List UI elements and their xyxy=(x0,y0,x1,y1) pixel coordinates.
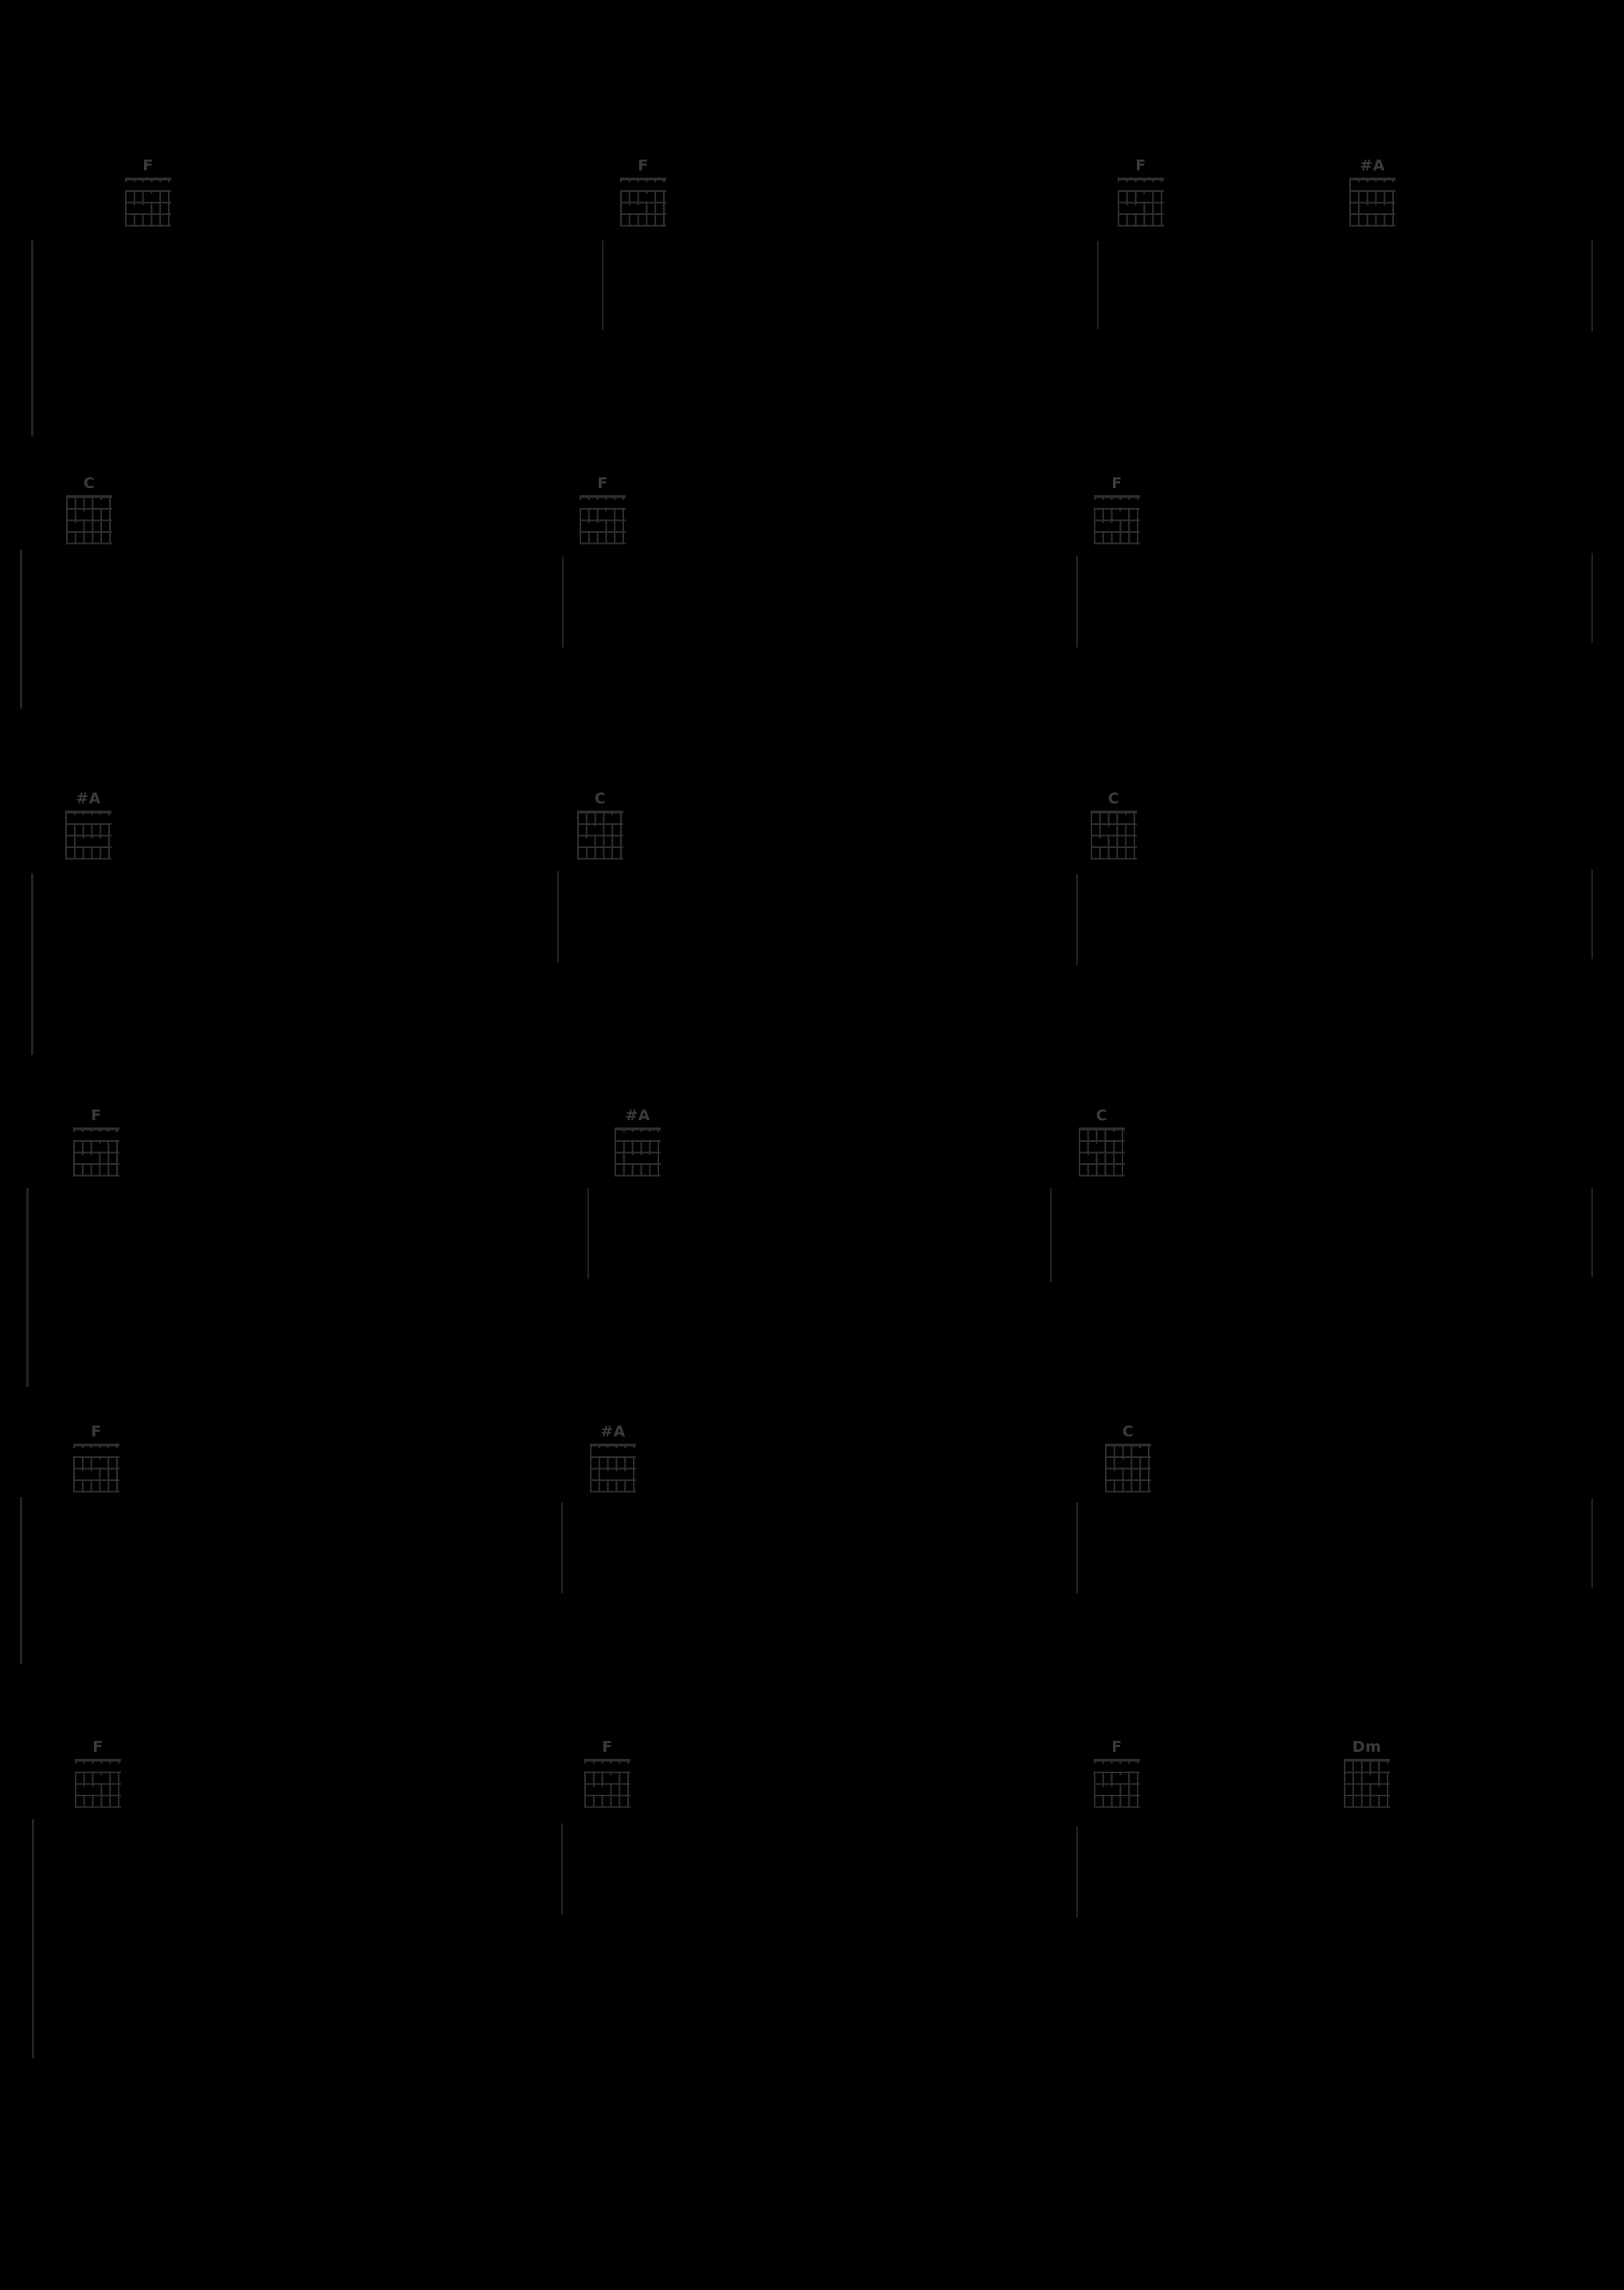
chord-diagram xyxy=(620,157,666,229)
chord-grid xyxy=(1079,1127,1125,1178)
finger-dot xyxy=(595,1448,603,1456)
finger-dot xyxy=(607,1764,615,1772)
finger-dot xyxy=(1099,1764,1107,1772)
finger-dot xyxy=(1380,182,1388,190)
barline xyxy=(1076,556,1078,647)
barline xyxy=(32,1819,34,2058)
finger-dot xyxy=(646,1132,654,1140)
finger-dot xyxy=(1094,500,1099,508)
finger-dot xyxy=(1366,1775,1374,1783)
finger-dot xyxy=(1108,1764,1116,1772)
finger-dot xyxy=(113,1132,119,1140)
finger-dot xyxy=(80,838,88,846)
finger-dot xyxy=(165,182,171,190)
finger-dot xyxy=(1132,205,1140,213)
finger-dot xyxy=(599,1764,607,1772)
chord-label: #A xyxy=(600,1423,626,1440)
finger-dot xyxy=(131,182,139,190)
chord-diagram xyxy=(65,790,111,862)
finger-dot xyxy=(71,815,79,823)
barline xyxy=(26,1188,29,1387)
finger-dot xyxy=(1110,1132,1118,1140)
finger-dot xyxy=(1094,1764,1099,1772)
chord-label: F xyxy=(1111,475,1122,492)
chord-diagram xyxy=(584,1738,630,1810)
finger-dot xyxy=(88,815,96,823)
finger-dot xyxy=(156,182,164,190)
finger-dot xyxy=(89,1764,97,1772)
chord-grid xyxy=(620,178,666,229)
finger-dot xyxy=(115,1764,121,1772)
chord-label: F xyxy=(602,1738,613,1756)
finger-dot xyxy=(1375,1787,1383,1795)
finger-dot xyxy=(599,1787,607,1795)
chord-diagram xyxy=(580,475,626,546)
finger-dot xyxy=(139,205,147,213)
finger-dot xyxy=(96,1460,103,1467)
barline xyxy=(20,1497,22,1664)
finger-dot xyxy=(1123,182,1131,190)
finger-dot xyxy=(1108,523,1116,531)
finger-dot xyxy=(654,1132,661,1140)
finger-dot xyxy=(590,1787,598,1795)
finger-dot xyxy=(642,193,650,201)
chord-label: C xyxy=(594,790,607,807)
finger-dot xyxy=(104,1448,112,1456)
finger-dot xyxy=(139,182,147,190)
chord-grid xyxy=(615,1127,661,1178)
finger-dot xyxy=(1364,182,1372,190)
finger-dot xyxy=(79,1471,87,1479)
finger-dot xyxy=(590,1764,598,1772)
finger-dot xyxy=(626,205,634,213)
finger-dot xyxy=(612,1471,620,1479)
barline xyxy=(562,557,564,647)
finger-dot xyxy=(1134,1764,1140,1772)
chord-grid xyxy=(1091,811,1137,862)
chord-grid xyxy=(1105,1444,1151,1495)
chord-grid xyxy=(584,1759,630,1810)
finger-dot xyxy=(97,500,105,508)
finger-dot xyxy=(583,838,591,846)
finger-dot xyxy=(1108,1787,1116,1795)
finger-dot xyxy=(629,1132,637,1140)
chord-label: C xyxy=(1122,1423,1134,1440)
chord-diagram xyxy=(1094,1738,1140,1810)
finger-dot xyxy=(634,182,642,190)
barline xyxy=(1076,1503,1078,1593)
barline xyxy=(1591,1499,1593,1588)
chord-label: #A xyxy=(76,790,101,807)
finger-dot xyxy=(97,1775,105,1783)
barline xyxy=(31,240,33,436)
finger-dot xyxy=(1157,182,1164,190)
finger-dot xyxy=(1099,1787,1107,1795)
chord-label: F xyxy=(91,1423,102,1440)
finger-dot xyxy=(1099,500,1107,508)
finger-dot xyxy=(604,1471,612,1479)
finger-dot xyxy=(591,827,599,834)
finger-dot xyxy=(1111,1471,1118,1479)
barline xyxy=(602,240,603,330)
finger-dot xyxy=(630,1448,636,1456)
finger-dot xyxy=(88,1132,96,1140)
chord-label: C xyxy=(83,475,96,492)
finger-dot xyxy=(620,182,625,190)
finger-dot xyxy=(89,1787,97,1795)
finger-dot xyxy=(637,1132,645,1140)
chord-grid xyxy=(73,1127,119,1178)
chord-diagram xyxy=(1344,1738,1390,1810)
chord-label: C xyxy=(1095,1107,1108,1124)
finger-dot xyxy=(615,1764,623,1772)
finger-dot xyxy=(147,193,155,201)
chord-diagram xyxy=(1094,475,1140,546)
finger-dot xyxy=(611,500,619,508)
finger-dot xyxy=(1119,1460,1127,1467)
chord-grid xyxy=(65,811,111,862)
finger-dot xyxy=(106,1764,114,1772)
finger-dot xyxy=(594,500,602,508)
chord-grid xyxy=(66,495,112,546)
barline xyxy=(561,1823,563,1914)
finger-dot xyxy=(1384,1764,1390,1772)
finger-dot xyxy=(1108,500,1116,508)
finger-dot xyxy=(72,523,80,531)
finger-dot xyxy=(88,1448,96,1456)
finger-dot xyxy=(88,1471,96,1479)
chord-grid xyxy=(1349,178,1396,229)
finger-dot xyxy=(80,815,88,823)
chord-diagram xyxy=(1091,790,1137,862)
finger-dot xyxy=(88,838,96,846)
finger-dot xyxy=(1389,182,1396,190)
finger-dot xyxy=(1116,500,1124,508)
barline xyxy=(1591,240,1593,331)
barline xyxy=(1591,1188,1593,1277)
finger-dot xyxy=(1364,205,1372,213)
finger-dot xyxy=(1116,511,1124,519)
finger-dot xyxy=(1140,182,1148,190)
finger-dot xyxy=(585,500,593,508)
chord-diagram xyxy=(125,157,171,229)
barline xyxy=(31,873,33,1055)
finger-dot xyxy=(79,1155,87,1163)
finger-dot xyxy=(585,523,593,531)
chord-diagram xyxy=(75,1738,121,1810)
chord-diagram xyxy=(66,475,112,546)
finger-dot xyxy=(1105,827,1113,834)
barline xyxy=(561,1503,563,1593)
finger-dot xyxy=(1380,205,1388,213)
finger-dot xyxy=(629,1155,637,1163)
finger-dot xyxy=(594,523,602,531)
finger-dot xyxy=(612,1448,620,1456)
finger-dot xyxy=(637,1155,645,1163)
finger-dot xyxy=(1093,1143,1101,1151)
barline xyxy=(557,871,559,962)
finger-dot xyxy=(1136,1448,1144,1456)
chord-label: C xyxy=(1107,790,1120,807)
chord-grid xyxy=(1094,1759,1140,1810)
finger-dot xyxy=(105,815,111,823)
chord-grid xyxy=(75,1759,121,1810)
finger-dot xyxy=(642,182,650,190)
finger-dot xyxy=(1122,815,1130,823)
barline xyxy=(1050,1188,1052,1282)
finger-dot xyxy=(96,838,104,846)
chord-label: F xyxy=(597,475,608,492)
finger-dot xyxy=(620,1132,628,1140)
finger-dot xyxy=(1125,500,1133,508)
chord-diagram xyxy=(1079,1107,1125,1178)
barline xyxy=(1591,869,1593,959)
finger-dot xyxy=(79,1448,87,1456)
chord-label: F xyxy=(1111,1738,1122,1756)
chord-grid xyxy=(1094,495,1140,546)
finger-dot xyxy=(660,182,666,190)
chord-grid xyxy=(580,495,626,546)
chord-label: Dm xyxy=(1352,1738,1382,1756)
finger-dot xyxy=(602,511,610,519)
finger-dot xyxy=(1149,182,1157,190)
chord-diagram xyxy=(73,1107,119,1178)
chord-label: F xyxy=(638,157,649,174)
finger-dot xyxy=(634,205,642,213)
chord-label: F xyxy=(91,1107,102,1124)
barline xyxy=(1076,874,1078,965)
chord-grid xyxy=(577,811,623,862)
finger-dot xyxy=(96,1448,103,1456)
chord-diagram xyxy=(73,1423,119,1495)
finger-dot xyxy=(1355,182,1363,190)
finger-dot xyxy=(113,1448,119,1456)
chord-grid xyxy=(125,178,171,229)
finger-dot xyxy=(96,815,104,823)
finger-dot xyxy=(584,1764,589,1772)
finger-dot xyxy=(80,1787,88,1795)
finger-dot xyxy=(1125,1764,1133,1772)
finger-dot xyxy=(1132,182,1140,190)
finger-dot xyxy=(621,1448,629,1456)
finger-dot xyxy=(1096,838,1104,846)
finger-dot xyxy=(1116,1764,1124,1772)
finger-dot xyxy=(147,182,155,190)
finger-dot xyxy=(88,1155,96,1163)
chord-grid xyxy=(1118,178,1164,229)
chord-diagram xyxy=(1105,1423,1151,1495)
chord-label: #A xyxy=(625,1107,650,1124)
finger-dot xyxy=(96,1132,103,1140)
barline xyxy=(20,549,22,709)
chord-diagram xyxy=(590,1423,636,1495)
finger-dot xyxy=(104,1132,112,1140)
chord-label: #A xyxy=(1360,157,1385,174)
barline xyxy=(588,1188,589,1279)
finger-dot xyxy=(1099,523,1107,531)
finger-dot xyxy=(80,511,88,519)
finger-dot xyxy=(73,1448,78,1456)
finger-dot xyxy=(1118,182,1122,190)
chord-label: F xyxy=(1135,157,1146,174)
finger-dot xyxy=(646,1155,654,1163)
finger-dot xyxy=(79,1132,87,1140)
barline xyxy=(1076,1827,1078,1917)
finger-dot xyxy=(131,205,139,213)
barline xyxy=(1591,553,1593,643)
chord-grid xyxy=(1344,1759,1390,1810)
finger-dot xyxy=(624,1764,630,1772)
finger-dot xyxy=(1372,182,1380,190)
chord-label: F xyxy=(142,157,154,174)
finger-dot xyxy=(1123,205,1131,213)
finger-dot xyxy=(604,1448,612,1456)
finger-dot xyxy=(75,1764,80,1772)
finger-dot xyxy=(580,500,584,508)
finger-dot xyxy=(626,182,634,190)
finger-dot xyxy=(602,500,610,508)
chord-diagram xyxy=(1118,157,1164,229)
finger-dot xyxy=(1134,500,1140,508)
finger-dot xyxy=(1372,205,1380,213)
chord-label: F xyxy=(92,1738,103,1756)
finger-dot xyxy=(1140,193,1148,201)
chord-diagram xyxy=(615,1107,661,1178)
finger-dot xyxy=(97,1764,105,1772)
chord-grid xyxy=(590,1444,636,1495)
finger-dot xyxy=(651,182,659,190)
finger-dot xyxy=(73,1132,78,1140)
finger-dot xyxy=(125,182,130,190)
finger-dot xyxy=(1116,1775,1124,1783)
finger-dot xyxy=(621,1471,629,1479)
finger-dot xyxy=(1084,1155,1092,1163)
chord-grid xyxy=(73,1444,119,1495)
chord-diagram xyxy=(1349,157,1396,229)
chord-diagram xyxy=(577,790,623,862)
finger-dot xyxy=(96,1143,103,1151)
finger-dot xyxy=(608,815,616,823)
barline xyxy=(1097,241,1099,329)
finger-dot xyxy=(619,500,626,508)
finger-dot xyxy=(80,1764,88,1772)
finger-dot xyxy=(607,1775,615,1783)
